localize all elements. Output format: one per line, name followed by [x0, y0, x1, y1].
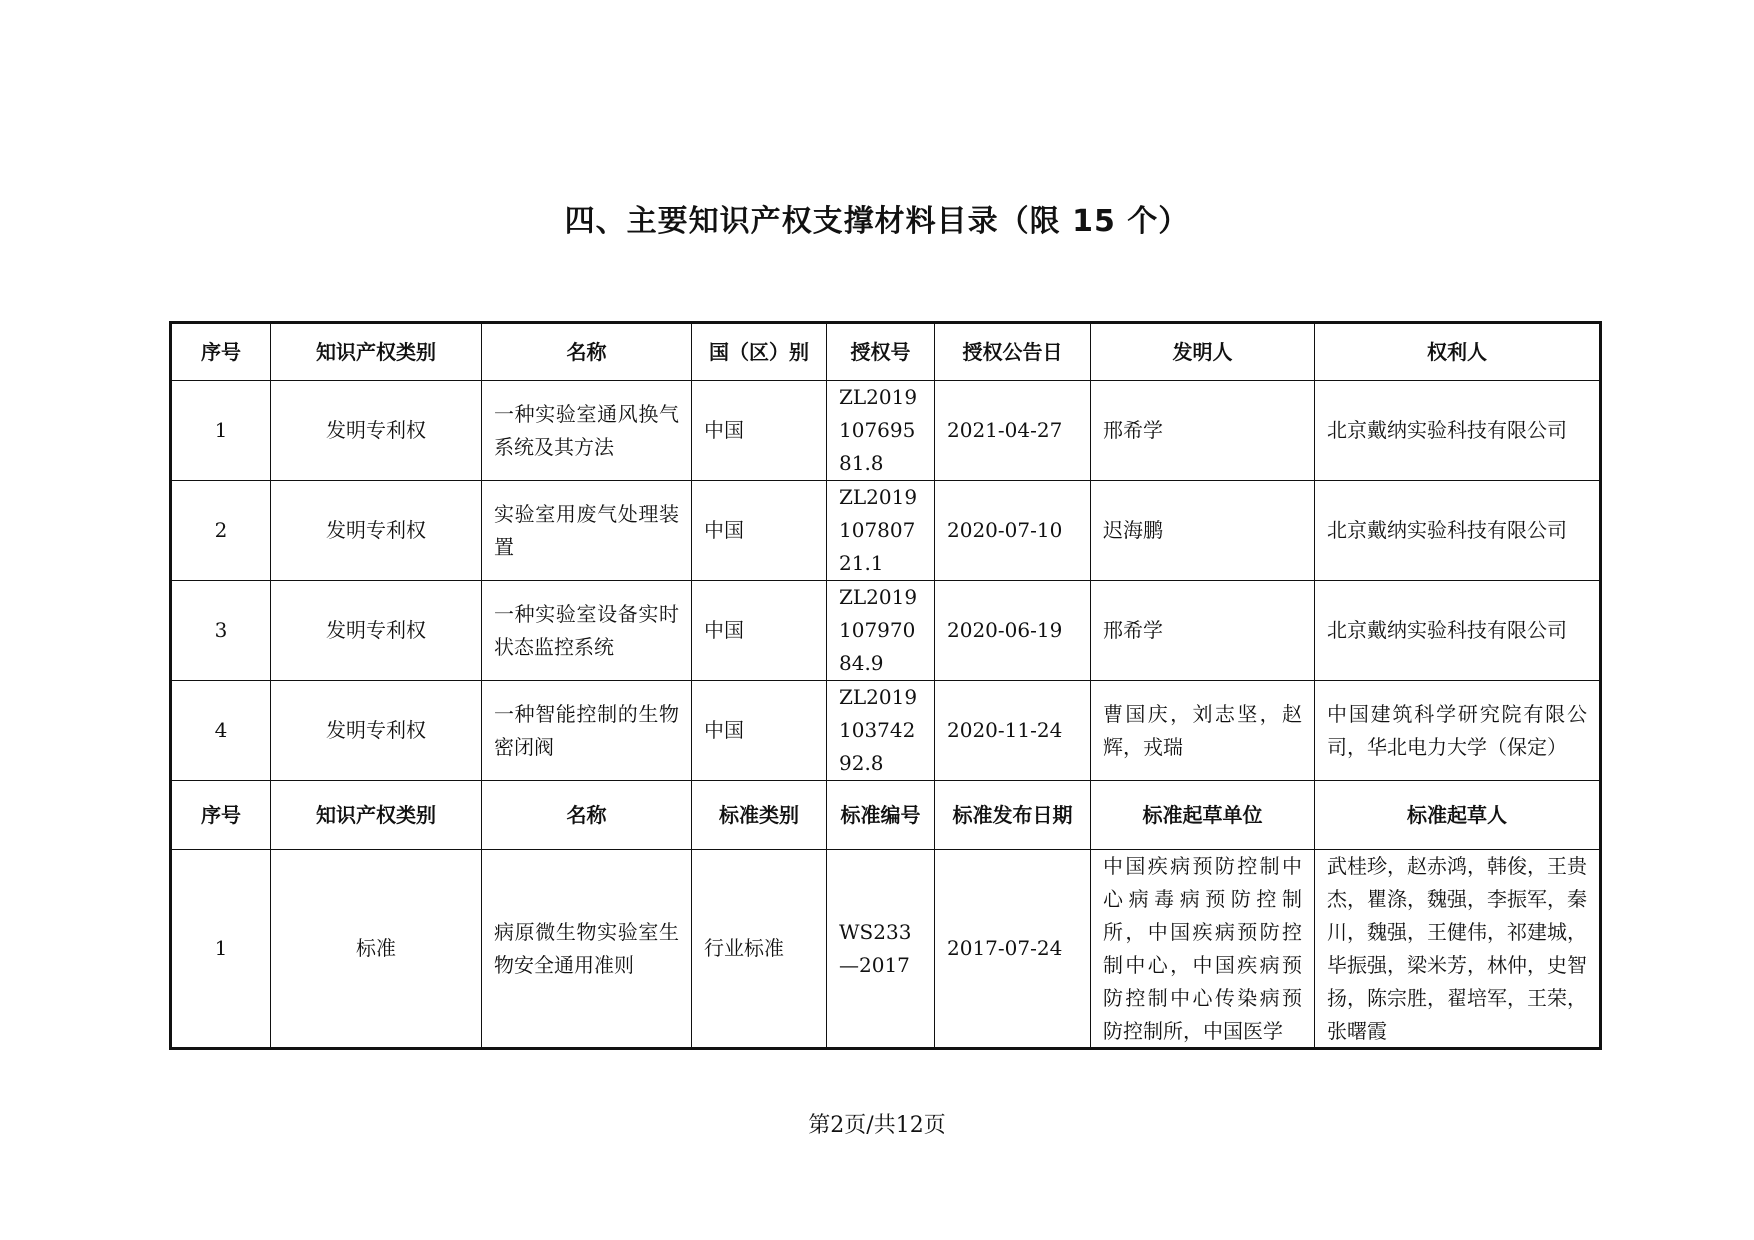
ip-name: 一种实验室通风换气系统及其方法: [482, 381, 692, 481]
header-cell: 授权号: [827, 323, 935, 381]
inventor: 邢希学: [1091, 581, 1315, 681]
owner: 北京戴纳实验科技有限公司: [1315, 381, 1601, 481]
auth-date: 2020-07-10: [935, 481, 1091, 581]
owner: 北京戴纳实验科技有限公司: [1315, 481, 1601, 581]
auth-date: 2020-11-24: [935, 681, 1091, 781]
header-cell: 标准起草单位: [1091, 781, 1315, 850]
header-cell: 名称: [482, 781, 692, 850]
ip-name: 一种实验室设备实时状态监控系统: [482, 581, 692, 681]
ip-type: 发明专利权: [271, 481, 482, 581]
page-title: 四、主要知识产权支撑材料目录（限 15 个）: [564, 204, 1190, 239]
patent-row: [171, 681, 1601, 781]
header-cell: 知识产权类别: [271, 781, 482, 850]
auth-date: 2020-06-19: [935, 581, 1091, 681]
ip-type: 发明专利权: [271, 581, 482, 681]
row-number: 2: [171, 481, 271, 581]
country: 中国: [692, 481, 827, 581]
header-cell: 国（区）别: [692, 323, 827, 381]
ip-materials-table: [169, 321, 1602, 1050]
header-cell: 序号: [171, 323, 271, 381]
patent-row: [171, 381, 1601, 481]
ip-name: 一种智能控制的生物密闭阀: [482, 681, 692, 781]
ip-type: 标准: [271, 850, 482, 1049]
auth-number: ZL201910797084.9: [827, 581, 935, 681]
header-cell: 标准类别: [692, 781, 827, 850]
auth-number: ZL201910780721.1: [827, 481, 935, 581]
row-number: 4: [171, 681, 271, 781]
inventor: 曹国庆，刘志坚，赵辉，戎瑞: [1091, 681, 1315, 781]
ip-type: 发明专利权: [271, 381, 482, 481]
row-number: 1: [171, 850, 271, 1049]
patent-header-row: [171, 323, 1601, 381]
standard-name: 病原微生物实验室生物安全通用准则: [482, 850, 692, 1049]
header-cell: 授权公告日: [935, 323, 1091, 381]
owner: 中国建筑科学研究院有限公司，华北电力大学（保定）: [1315, 681, 1601, 781]
auth-number: ZL201910374292.8: [827, 681, 935, 781]
header-cell: 标准起草人: [1315, 781, 1601, 850]
drafting-units: [1091, 850, 1315, 1049]
standard-row: [171, 850, 1601, 1049]
row-number: 3: [171, 581, 271, 681]
header-cell: 发明人: [1091, 323, 1315, 381]
header-cell: 标准发布日期: [935, 781, 1091, 850]
auth-date: 2021-04-27: [935, 381, 1091, 481]
standard-category: 行业标准: [692, 850, 827, 1049]
drafting-units-text: 中国疾病预防控制中心病毒病预防控制所，中国疾病预防控制中心，中国疾病预防控制中心传染病预防控制所，中国医学: [1103, 854, 1302, 1043]
inventor: 邢希学: [1091, 381, 1315, 481]
standard-code: WS233—2017: [827, 850, 935, 1049]
auth-number: ZL201910769581.8: [827, 381, 935, 481]
standard-date: 2017-07-24: [935, 850, 1091, 1049]
header-cell: 知识产权类别: [271, 323, 482, 381]
ip-name: 实验室用废气处理装置: [482, 481, 692, 581]
drafters: [1315, 850, 1601, 1049]
owner: 北京戴纳实验科技有限公司: [1315, 581, 1601, 681]
header-cell: 序号: [171, 781, 271, 850]
ip-type: 发明专利权: [271, 681, 482, 781]
row-number: 1: [171, 381, 271, 481]
drafters-text: 武桂珍，赵赤鸿，韩俊，王贵杰，瞿涤，魏强，李振军，秦川，魏强，王健伟，祁建城，毕振强，梁米芳，林仲，史智扬，陈宗胜，翟培军，王荣，张曙霞: [1327, 854, 1587, 1043]
patent-row: [171, 581, 1601, 681]
header-cell: 标准编号: [827, 781, 935, 850]
country: 中国: [692, 581, 827, 681]
header-cell: 权利人: [1315, 323, 1601, 381]
inventor: 迟海鹏: [1091, 481, 1315, 581]
page-footer: 第2页/共12页: [808, 1113, 946, 1138]
country: 中国: [692, 681, 827, 781]
standard-header-row: [171, 781, 1601, 850]
country: 中国: [692, 381, 827, 481]
header-cell: 名称: [482, 323, 692, 381]
patent-row: [171, 481, 1601, 581]
